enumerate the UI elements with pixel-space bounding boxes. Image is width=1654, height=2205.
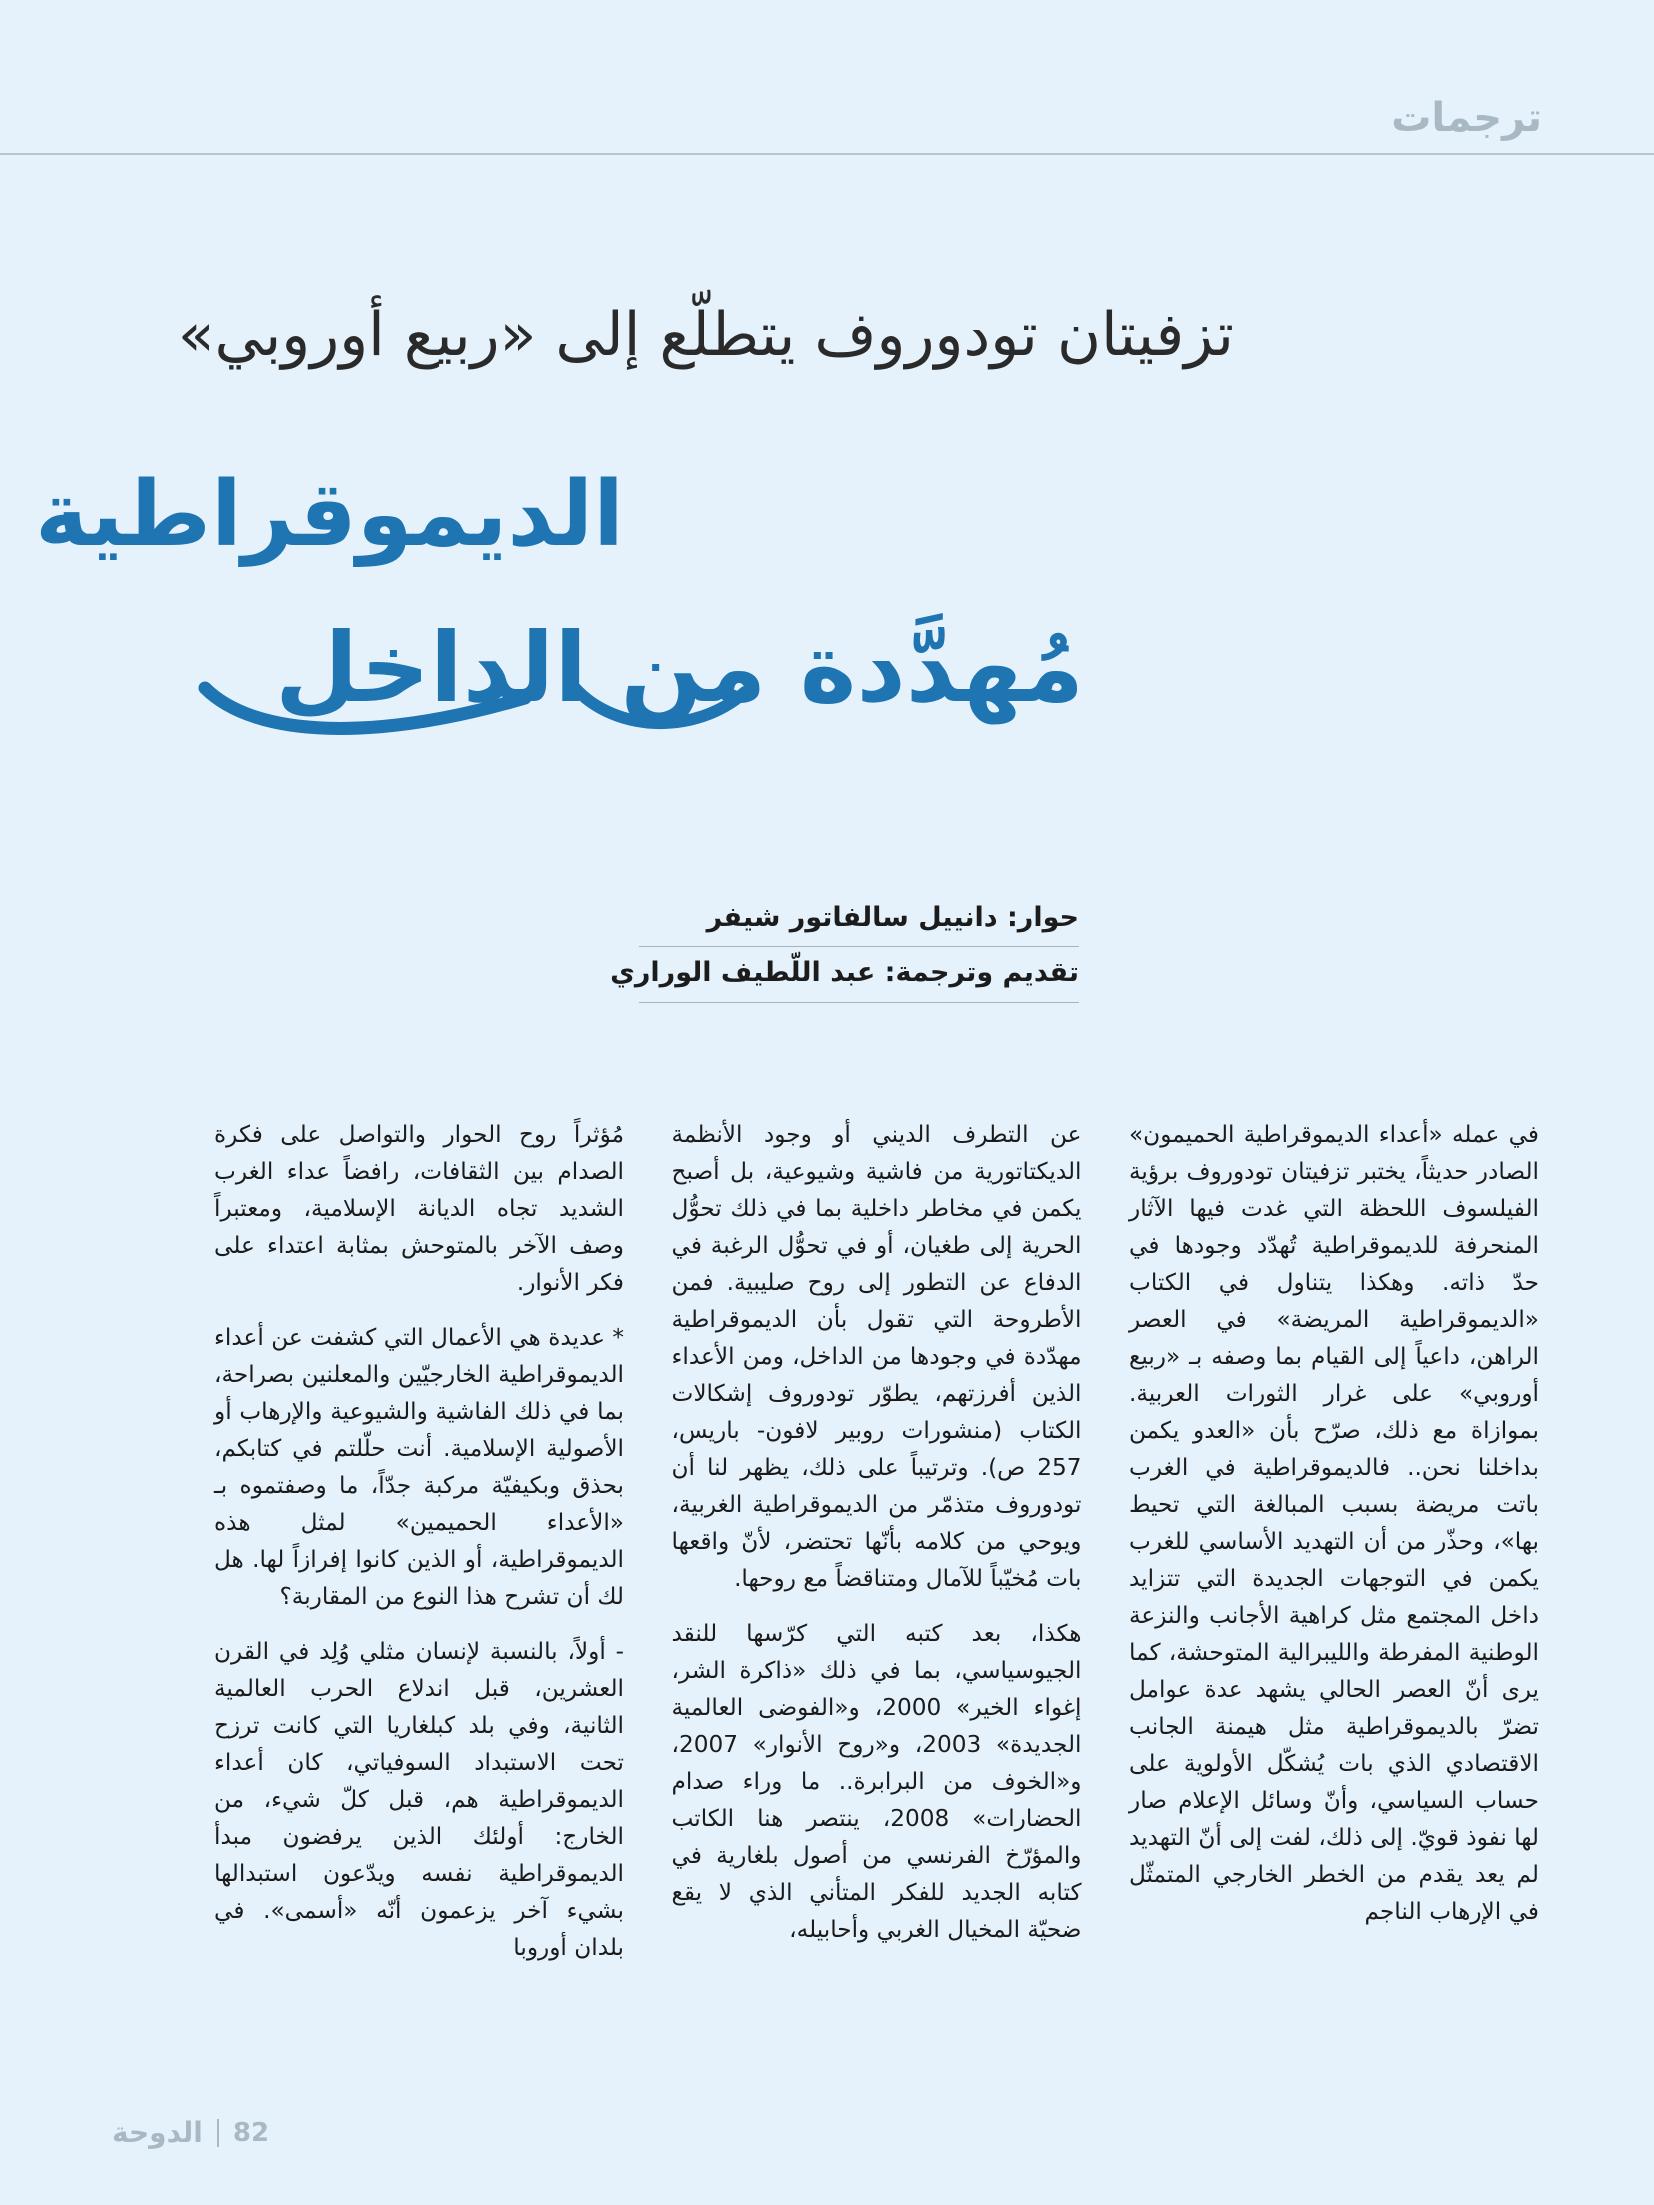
page-footer (112, 2116, 269, 2149)
article-column-right (1129, 1116, 1539, 1948)
article-column-left (214, 1116, 624, 1984)
question-paragraph: * عديدة هي الأعمال التي كشفت عن أعداء الديموقراطية الخارجيّين والمعلنين بصراحة، بما في ذلك الفاشية والشيوعية والإرهاب أو الأصولية الإسلامية. أنت حلّلتم في كتابكم، بحذق وبكيفيّة مركبة جدّاً، ما وصفتموه بـ «الأعداء الحميمين» لمثل هذه الديموقراطية، أو الذين كانوا إفرازاً لها. هل لك أن تشرح هذا النوع من المقاربة؟ (214, 1324, 624, 1610)
swash-right-stroke (575, 688, 745, 723)
magazine-logo: الدوحة (112, 2116, 203, 2149)
section-label: ترجمات (1391, 95, 1542, 141)
article-body (214, 1116, 1539, 1984)
article-column-middle (672, 1116, 1082, 1966)
header-divider (0, 153, 1654, 155)
paragraph: مُؤثراً روح الحوار والتواصل على فكرة الصدام بين الثقافات، رافضاً عداء الغرب الشديد تجاه الديانة الإسلامية، ومعتبراً وصف الآخر بالمتوحش بمثابة اعتداء على فكر الأنوار. (214, 1121, 624, 1296)
headline-line-2: مُهدَّدة من الداخل (274, 612, 1084, 724)
paragraph: هكذا، بعد كتبه التي كرّسها للنقد الجيوسياسي، بما في ذلك «ذاكرة الشر، إغواء الخير» 2000، و«الفوضى العالمية الجديدة» 2003، و«روح الأنوار» 2007، و«الخوف من البرابرة.. ما وراء صدام الحضارات» 2008، ينتصر هنا الكاتب والمؤرّخ الفرنسي من أصول بلغارية في كتابه الجديد للفكر المتأني الذي لا يقع ضحيّة المخيال الغربي وأحابيله، (671, 1620, 1082, 1943)
article-kicker: تزفيتان تودوروف يتطلّع إلى «ربيع أوروبي» (177, 300, 1234, 370)
paragraph: عن التطرف الديني أو وجود الأنظمة الديكتاتورية من فاشية وشيوعية، بل أصبح يكمن في مخاطر داخلية بما في ذلك تحوُّل الحرية إلى طغيان، أو في تحوُّل الرغبة في الدفاع عن التطور إلى روح صليبية. فمن الأطروحة التي تقول بأن الديموقراطية مهدّدة في وجودها من الداخل، ومن الأعداء الذين أفرزتهم، يطوّر تودوروف إشكالات الكتاب (منشورات روبير لافون- باريس، 257 ص). وترتيباً على ذلك، يظهر لنا أن تودوروف متذمّر من الديموقراطية الغربية، ويوحي من كلامه بأنّها تحتضر، لأنّ واقعها بات مُخيّباً للآمال ومتناقضاً مع روحها. (671, 1121, 1082, 1592)
paragraph: في عمله «أعداء الديموقراطية الحميمون» الصادر حديثاً، يختبر تزفيتان تودوروف برؤية الفيلسوف اللحظة التي غدت فيها الآثار المنحرفة للديموقراطية تُهدّد وجودها في حدّ ذاته. وهكذا يتناول في الكتاب «الديموقراطية المريضة» في العصر الراهن، داعياً إلى القيام بما وصفه بـ «ربيع أوروبي» على غرار الثورات العربية. بموازاة مع ذلك، صرّح بأن «العدو يكمن بداخلنا نحن.. فالديموقراطية في الغرب باتت مريضة بسبب المبالغة التي تحيط بها»، وحذّر من أن التهديد الأساسي للغرب يكمن في التوجهات الجديدة التي تتزايد داخل المجتمع مثل كراهية الأجانب والنزعة الوطنية المفرطة والليبرالية المتوحشة، كما يرى أنّ العصر الحالي يشهد عدة عوامل تضرّ بالديموقراطية مثل هيمنة الجانب الاقتصادي الذي بات يُشكّل الأولوية على حساب السياسي، وأنّ وسائل الإعلام صار لها نفوذ قويّ. إلى ذلك، لفت إلى أنّ التهديد لم يعد يقدم من الخطر الخارجي المتمثّل في الإرهاب الناجم (1129, 1121, 1539, 1925)
headline-swash-decoration (195, 640, 755, 750)
footer-divider (217, 2119, 219, 2147)
page-number: 82 (232, 2117, 270, 2148)
headline-line-1: الديموقراطية (34, 462, 624, 567)
translator-credit: تقديم وترجمة: عبد اللّطيف الوراري (639, 947, 1079, 1002)
interviewer-credit: حوار: دانييل سالفاتور شيفر (639, 892, 1079, 947)
swash-left-stroke (205, 688, 525, 728)
article-credits (610, 892, 1079, 1003)
answer-paragraph: - أولاً، بالنسبة لإنسان مثلي وُلِد في القرن العشرين، قبل اندلاع الحرب العالمية الثانية، وفي بلد كبلغاريا التي كانت ترزح تحت الاستبداد السوفياتي، كان أعداء الديموقراطية هم، قبل كلّ شيء، من الخارج: أولئك الذين يرفضون مبدأ الديموقراطية نفسه ويدّعون استبدالها بشيء آخر يزعمون أنّه «أسمى». في بلدان أوروبا (214, 1638, 624, 1961)
